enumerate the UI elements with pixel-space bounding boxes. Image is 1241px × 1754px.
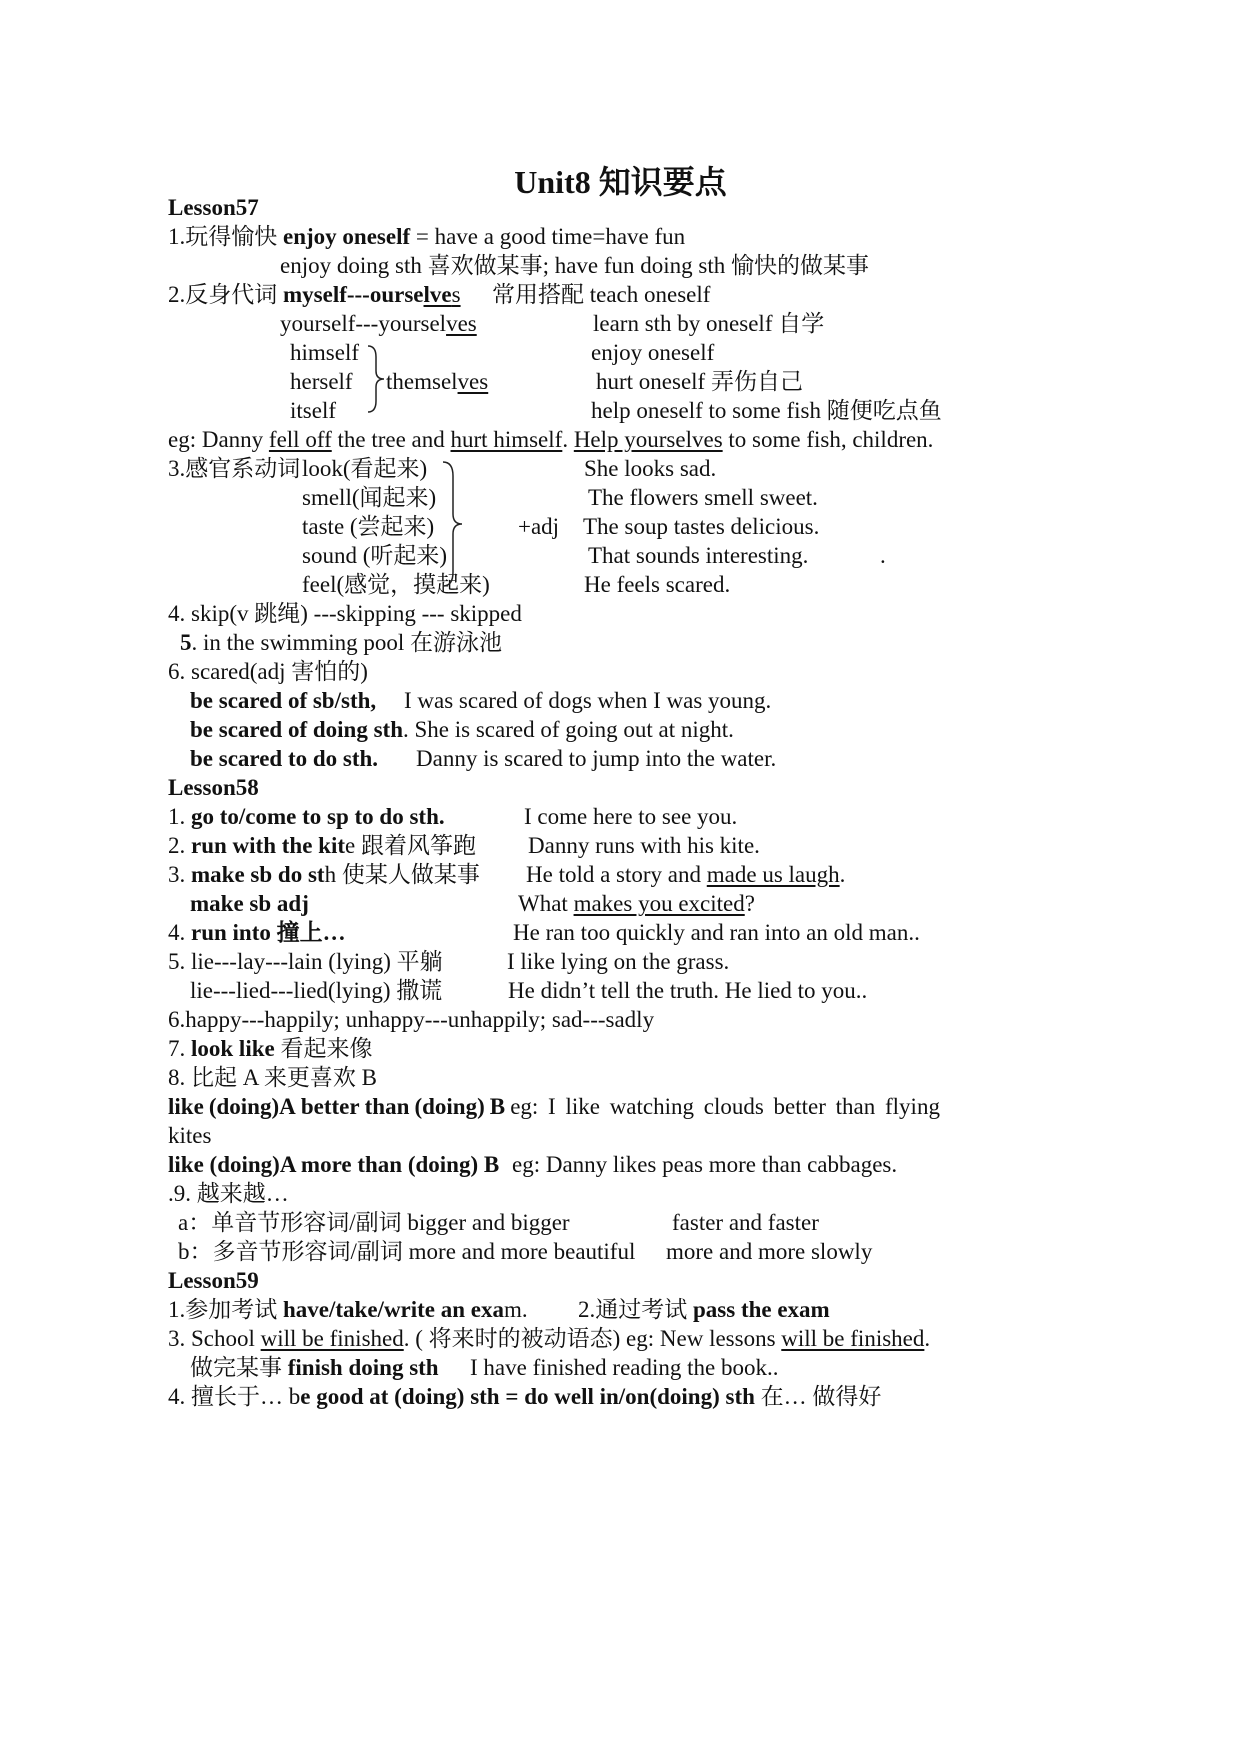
example-underlined: makes you excited: [573, 891, 745, 916]
sense-verb: sound (听起来): [302, 543, 448, 568]
l57-item5: [180, 628, 502, 658]
phrase-word: (doing): [414, 1094, 485, 1119]
sense-example: That sounds interesting.: [588, 543, 809, 568]
example-text: the tree and: [331, 427, 451, 452]
phrase: e good at (doing) sth = do well in/on(doing) sth: [300, 1384, 755, 1409]
l58-item8a-wrap: kites: [168, 1123, 212, 1148]
l58-item2-example: Danny runs with his kite.: [528, 833, 760, 858]
phrase: m.: [504, 1297, 528, 1322]
sense-verb: feel(感觉，摸起来): [302, 572, 490, 597]
l57-item6-example: Danny is scared to jump into the water.: [416, 746, 777, 771]
phrase-meaning: 看起来像: [274, 1036, 373, 1061]
phrase-meaning: h 使某人做某事: [324, 862, 480, 887]
l58-item7: [168, 1034, 372, 1064]
sense-example: The soup tastes delicious.: [583, 514, 820, 539]
phrase: have/take/write an exa: [283, 1297, 505, 1322]
item-number: 2.: [168, 833, 191, 858]
example-text: .: [562, 427, 574, 452]
l57-collocation: learn sth by oneself 自学: [593, 311, 825, 336]
stray-dot: .: [880, 543, 886, 568]
phrase-meaning: = have a good time=have fun: [410, 224, 686, 249]
l57-pronoun-row: itself: [290, 398, 336, 423]
l58-item8: 8. 比起 A 来更喜欢 B: [168, 1065, 377, 1090]
l58-item3-example: [526, 860, 845, 890]
l58-item1: [168, 802, 445, 832]
l58-item6: 6.happy---happily; unhappy---unhappily; sad---sadly: [168, 1007, 655, 1032]
item-number: 2.反身代词: [168, 282, 283, 307]
l58-item5b-example: He didn’t tell the truth. He lied to you..: [508, 978, 868, 1003]
l58-item8b: like (doing)A more than (doing) B: [168, 1152, 500, 1177]
example-text: What: [518, 891, 574, 916]
item-number: 1.玩得愉快: [168, 224, 283, 249]
item-number: 3.: [168, 862, 191, 887]
example-text: eg: Danny: [168, 427, 269, 452]
l58-item5-example: I like lying on the grass.: [507, 949, 730, 974]
example-text: .: [924, 1326, 931, 1351]
example-underlined: hurt himself: [450, 427, 563, 452]
l58-item4: [168, 918, 346, 948]
phrase-meaning: 在… 做得好: [754, 1384, 882, 1409]
example-underlined: will be finished: [781, 1326, 925, 1351]
brace-icon: [440, 458, 468, 592]
phrase: 3. School: [168, 1326, 261, 1351]
lesson57-heading: Lesson57: [168, 195, 259, 220]
sense-verb: look(看起来): [302, 456, 428, 481]
l58-item9a-example: faster and faster: [672, 1210, 819, 1235]
item-number: 7.: [168, 1036, 191, 1061]
l57-collocation: enjoy oneself: [591, 340, 715, 365]
l58-item3: [168, 860, 480, 890]
phrase: run with the kit: [191, 833, 345, 858]
l58-item9b: b：多音节形容词/副词 more and more beautiful: [178, 1239, 636, 1264]
phrase: pass the exam: [693, 1297, 830, 1322]
phrase: make sb do st: [191, 862, 325, 887]
phrase-meaning: 做完某事: [190, 1355, 288, 1380]
l58-item3b-example: [518, 889, 755, 919]
item-number: 5: [180, 630, 192, 655]
example-text: . She is scared of going out at night.: [403, 717, 734, 742]
l57-item2: [168, 280, 461, 310]
pronoun: yourself---yoursel: [280, 311, 447, 336]
l57-example: [168, 425, 933, 455]
l59-item3b-example: I have finished reading the book..: [470, 1355, 779, 1380]
l57-item6-example: I was scared of dogs when I was young.: [404, 688, 772, 713]
pronoun-ending: ves: [446, 311, 477, 336]
phrase-word: than: [364, 1094, 410, 1119]
l59-item4: [168, 1382, 881, 1412]
phrase-underlined: lve: [423, 282, 452, 307]
sense-example: He feels scared.: [584, 572, 731, 597]
phrase-meaning: e 跟着风筝跑: [345, 833, 476, 858]
brace-icon: [362, 343, 390, 415]
l59-item3: [168, 1324, 930, 1354]
l59-item1: [168, 1295, 528, 1325]
phrase: run into 撞上…: [191, 920, 346, 945]
phrase: myself---ourse: [283, 282, 424, 307]
example-underlined: Help yourselves: [573, 427, 723, 452]
sense-verb: taste (尝起来): [302, 514, 435, 539]
phrase: look like: [191, 1036, 275, 1061]
l58-item9a: a：单音节形容词/副词 bigger and bigger: [178, 1210, 570, 1235]
l57-collocation: help oneself to some fish 随便吃点鱼: [591, 398, 942, 423]
phrase-word: better: [300, 1094, 360, 1119]
phrase-word: B: [489, 1094, 506, 1119]
item-number: 1.: [168, 804, 191, 829]
l57-item6-phrase: be scared of sb/sth,: [190, 688, 377, 713]
l57-item6-phrase: [190, 715, 734, 745]
phrase-word: (doing)A: [208, 1094, 296, 1119]
example-text: He told a story and: [526, 862, 707, 887]
l57-item1: [168, 222, 685, 252]
l58-item4-example: He ran too quickly and ran into an old man..: [513, 920, 920, 945]
l58-item3b: make sb adj: [190, 891, 309, 916]
l58-item9: .9. 越来越…: [168, 1181, 289, 1206]
l57-collocation: hurt oneself 弄伤自己: [596, 369, 803, 394]
phrase-meaning: 1.参加考试: [168, 1297, 283, 1322]
phrase: enjoy oneself: [283, 224, 411, 249]
phrase-meaning: 4. 擅长于… b: [168, 1384, 301, 1409]
phrase-underlined: will be finished: [260, 1326, 404, 1351]
item-number: 4.: [168, 920, 191, 945]
l57-item6: 6. scared(adj 害怕的): [168, 659, 368, 684]
l58-item9b-example: more and more slowly: [666, 1239, 873, 1264]
phrase: finish doing sth: [287, 1355, 439, 1380]
pronoun-ending: ves: [457, 369, 489, 394]
l57-pronoun-row: herself: [290, 369, 353, 394]
example-text: eg: I like watching clouds better than flying: [510, 1094, 940, 1119]
l57-item1-line2: enjoy doing sth 喜欢做某事; have fun doing sth 愉快的做某事: [280, 253, 870, 278]
page-title: Unit8 知识要点: [514, 164, 727, 200]
l58-item1-example: I come here to see you.: [524, 804, 738, 829]
example-text: to some fish, children.: [722, 427, 934, 452]
sense-example: She looks sad.: [584, 456, 717, 481]
pronoun: themsel: [386, 369, 458, 394]
example-underlined: made us laugh: [706, 862, 840, 887]
l58-item8b-example: eg: Danny likes peas more than cabbages.: [512, 1152, 898, 1177]
example-text: .: [839, 862, 846, 887]
l57-item3-number: 3.感官系动词: [168, 456, 301, 481]
phrase: be scared of doing sth: [190, 717, 403, 742]
example-text: . ( 将来时的被动语态) eg: New lessons: [403, 1326, 782, 1351]
l58-item8a: [168, 1092, 940, 1122]
l57-pronoun-row: [280, 309, 477, 339]
lesson59-heading: Lesson59: [168, 1268, 259, 1293]
phrase: . in the swimming pool 在游泳池: [191, 630, 502, 655]
example-underlined: fell off: [268, 427, 332, 452]
l58-item5b: lie---lied---lied(lying) 撒谎: [190, 978, 443, 1003]
l57-pronoun-row: himself: [290, 340, 359, 365]
lesson58-heading: Lesson58: [168, 775, 259, 800]
phrase: go to/come to sp to do sth.: [191, 804, 445, 829]
sense-example: The flowers smell sweet.: [588, 485, 818, 510]
l57-item2-collocation: 常用搭配 teach oneself: [492, 282, 711, 307]
phrase-meaning: 2.通过考试: [578, 1297, 693, 1322]
l58-item2: [168, 831, 476, 861]
example-text: ?: [744, 891, 755, 916]
l59-item3b: [190, 1353, 439, 1383]
adj-marker: +adj: [518, 514, 560, 539]
l59-item2: [578, 1295, 830, 1325]
phrase-underlined: s: [451, 282, 461, 307]
l58-item5: 5. lie---lay---lain (lying) 平躺: [168, 949, 443, 974]
phrase-word: like: [168, 1094, 204, 1119]
l57-item4: 4. skip(v 跳绳) ---skipping --- skipped: [168, 601, 522, 626]
l57-item6-phrase: be scared to do sth.: [190, 746, 379, 771]
l57-plural-pronoun: [386, 367, 488, 397]
sense-verb: smell(闻起来): [302, 485, 437, 510]
